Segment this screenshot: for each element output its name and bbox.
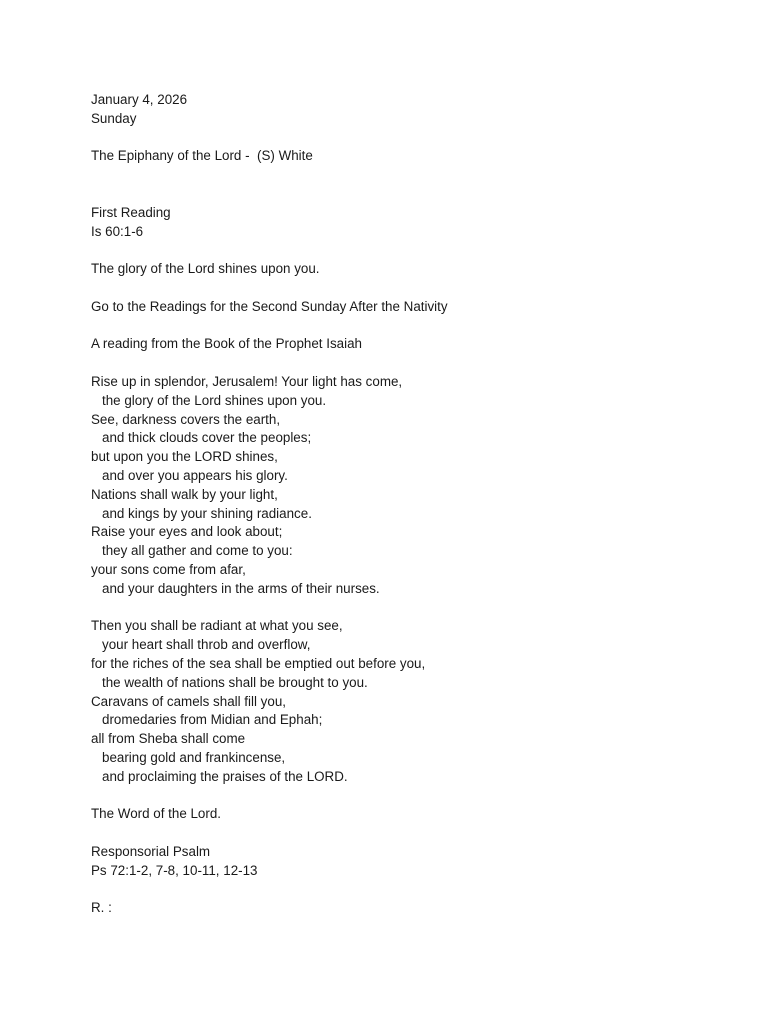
verse-line: Rise up in splendor, Jerusalem! Your light has come, [91, 373, 403, 389]
verse-line: See, darkness covers the earth, [91, 411, 281, 427]
psalm-citation: Ps 72:1-2, 7-8, 10-11, 12-13 [91, 862, 258, 878]
document-body [91, 91, 731, 918]
second-sunday-readings-link[interactable]: Go to the Readings for the Second Sunday After the Nativity [91, 298, 448, 314]
first-reading-heading: First Reading [91, 204, 171, 220]
verse-line: and kings by your shining radiance. [102, 505, 312, 521]
psalm-heading: Responsorial Psalm [91, 843, 211, 859]
verse-line: dromedaries from Midian and Ephah; [102, 712, 323, 728]
reading-closing: The Word of the Lord. [91, 806, 222, 822]
spacer [91, 166, 731, 185]
date-line: January 4, 2026 [91, 92, 188, 107]
verse-line: they all gather and come to you: [102, 543, 293, 559]
verse-line: the wealth of nations shall be brought to you. [102, 674, 368, 690]
verse-line: and proclaiming the praises of the LORD. [102, 768, 348, 784]
verse-line: Then you shall be radiant at what you see, [91, 618, 343, 634]
psalm-response-label: R. : [91, 900, 112, 916]
weekday-line: Sunday [91, 110, 137, 126]
first-reading-summary: The glory of the Lord shines upon you. [91, 261, 320, 277]
spacer [91, 129, 731, 148]
verse-line: all from Sheba shall come [91, 731, 246, 747]
verse-line: Caravans of camels shall fill you, [91, 693, 286, 709]
spacer [91, 599, 731, 618]
spacer [91, 317, 731, 336]
verse-line: for the riches of the sea shall be emptied out before you, [91, 655, 426, 671]
verse-line: and your daughters in the arms of their nurses. [102, 580, 380, 596]
verse-line: and over you appears his glory. [102, 467, 288, 483]
verse-line: your heart shall throb and overflow, [102, 637, 311, 653]
verse-line: but upon you the LORD shines, [91, 449, 278, 465]
spacer [91, 880, 731, 899]
celebration-title: The Epiphany of the Lord - (S) White [91, 148, 313, 164]
spacer [91, 786, 731, 805]
reading-intro: A reading from the Book of the Prophet Isaiah [91, 336, 362, 352]
verse-line: Nations shall walk by your light, [91, 486, 278, 502]
verse-line: Raise your eyes and look about; [91, 524, 283, 540]
verse-line: the glory of the Lord shines upon you. [102, 392, 327, 408]
verse-line: your sons come from afar, [91, 561, 246, 577]
spacer [91, 241, 731, 260]
first-reading-citation: Is 60:1-6 [91, 223, 144, 239]
verse-line: bearing gold and frankincense, [102, 749, 286, 765]
spacer [91, 279, 731, 298]
spacer [91, 354, 731, 373]
verse-line: and thick clouds cover the peoples; [102, 430, 312, 446]
spacer [91, 824, 731, 843]
spacer [91, 185, 731, 204]
